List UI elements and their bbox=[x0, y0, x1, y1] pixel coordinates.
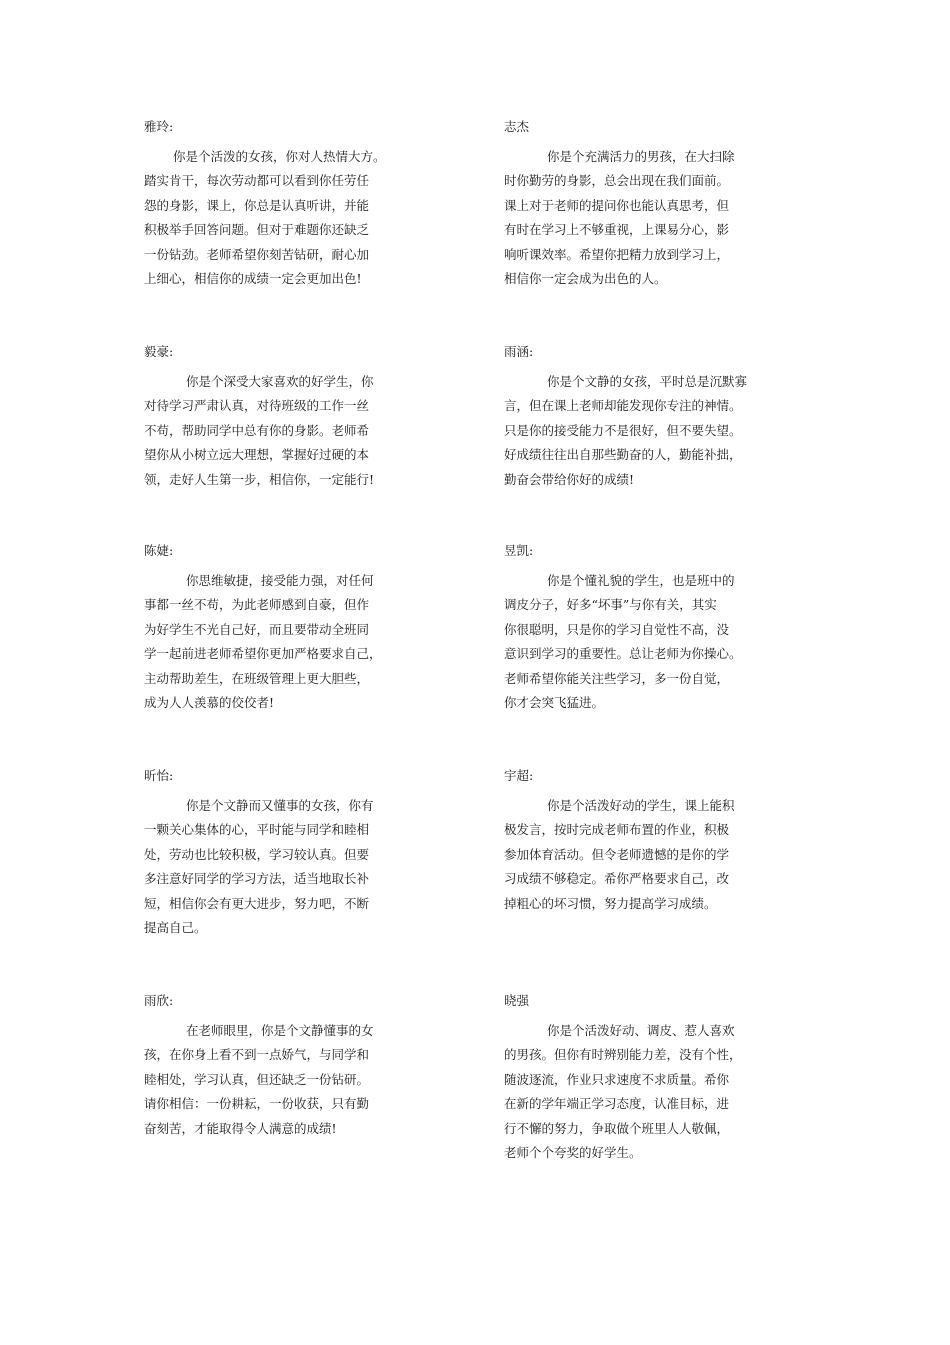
student-name: 昱凯: bbox=[504, 543, 534, 558]
comment-line: 你很聪明，只是你的学习自觉性不高，没 bbox=[504, 621, 730, 637]
comment-line: 成为人人羡慕的佼佼者! bbox=[144, 695, 275, 711]
comment-line: 你是个活泼的女孩，你对人热情大方。 bbox=[173, 149, 386, 164]
comment-line: 一份钻劲。老师希望你刻苦钻研，耐心加 bbox=[144, 246, 370, 262]
comment-line: 时你勤劳的身影，总会出现在我们面前。 bbox=[504, 173, 730, 189]
comment-line: 响听课效率。希望你把精力放到学习上， bbox=[504, 246, 730, 262]
comment-entry-xiaoqiang bbox=[504, 993, 742, 1165]
comment-line: 学一起前进老师希望你更加严格要求自己， bbox=[144, 646, 382, 662]
comment-line: 主动帮助差生，在班级管理上更大胆些， bbox=[144, 670, 370, 686]
comment-entry-zhijie bbox=[504, 119, 735, 291]
comment-line: 孩，在你身上看不到一点娇气，与同学和 bbox=[144, 1047, 370, 1063]
comment-entry-yuhan bbox=[504, 344, 747, 492]
comment-line: 领，走好人生第一步，相信你，一定能行! bbox=[144, 471, 375, 487]
comment-line: 只是你的接受能力不是很好，但不要失望。 bbox=[504, 422, 742, 438]
comment-line: 处，劳动也比较积极，学习较认真。但要 bbox=[144, 846, 370, 862]
comment-line: 你是个充满活力的男孩，在大扫除 bbox=[547, 149, 735, 164]
comment-line: 课上对于老师的提问你也能认真思考，但 bbox=[504, 197, 730, 213]
comment-line: 你才会突飞猛进。 bbox=[504, 695, 605, 711]
comment-line: 事都一丝不苟，为此老师感到自豪，但作 bbox=[144, 597, 370, 613]
comment-line: 行不懈的努力，争取做个班里人人敬佩， bbox=[504, 1120, 730, 1136]
comment-line: 你是个文静而又懂事的女孩，你有 bbox=[186, 798, 374, 813]
comment-entry-yukai bbox=[504, 543, 742, 715]
comment-line: 老师个个夸奖的好学生。 bbox=[504, 1145, 642, 1161]
comment-line: 勤奋会带给你好的成绩! bbox=[504, 471, 635, 487]
comment-entry-yaling bbox=[144, 119, 386, 291]
student-name: 宇超: bbox=[504, 768, 534, 783]
comment-line: 极发言，按时完成老师布置的作业，积极 bbox=[504, 822, 730, 838]
comment-line: 一颗关心集体的心，平时能与同学和睦相 bbox=[144, 822, 370, 838]
comment-line: 短，相信你会有更大进步，努力吧，不断 bbox=[144, 895, 370, 911]
comment-line: 你是个活泼好动、调皮、惹人喜欢 bbox=[547, 1023, 735, 1038]
comment-line: 对待学习严肃认真，对待班级的工作一丝 bbox=[144, 398, 370, 414]
comment-line: 习成绩不够稳定。希你严格要求自己，改 bbox=[504, 871, 730, 887]
comment-line: 你思维敏捷，接受能力强，对任何 bbox=[186, 573, 374, 588]
comment-line: 随波逐流，作业只求速度不求质量。希你 bbox=[504, 1071, 730, 1087]
comment-entry-yihao bbox=[144, 344, 374, 492]
comment-line: 请你相信：一份耕耘，一份收获，只有勤 bbox=[144, 1096, 370, 1112]
comment-line: 相信你一定会成为出色的人。 bbox=[504, 271, 667, 287]
comment-line: 多注意好同学的学习方法，适当地取长补 bbox=[144, 871, 370, 887]
student-name: 雨涵: bbox=[504, 344, 534, 359]
student-name: 昕怡: bbox=[144, 768, 174, 783]
comment-entry-yuxin bbox=[144, 993, 374, 1141]
comment-line: 怨的身影，课上，你总是认真听讲，并能 bbox=[144, 197, 370, 213]
comment-line: 的男孩。但你有时辨别能力差，没有个性， bbox=[504, 1047, 742, 1063]
comment-line: 睦相处，学习认真，但还缺乏一份钻研。 bbox=[144, 1071, 370, 1087]
comment-line: 掉粗心的坏习惯，努力提高学习成绩。 bbox=[504, 895, 717, 911]
student-name: 雅玲: bbox=[144, 119, 174, 134]
comment-line: 在老师眼里，你是个文静懂事的女 bbox=[186, 1023, 374, 1038]
comment-line: 提高自己。 bbox=[144, 920, 207, 936]
comment-line: 好成绩往往出自那些勤奋的人，勤能补拙， bbox=[504, 447, 742, 463]
comment-line: 有时在学习上不够重视，上课易分心，影 bbox=[504, 222, 730, 238]
comment-line: 奋刻苦，才能取得令人满意的成绩! bbox=[144, 1120, 337, 1136]
student-name: 陈婕: bbox=[144, 543, 174, 558]
student-name: 晓强 bbox=[504, 993, 530, 1008]
comment-line: 望你从小树立远大理想，掌握好过硬的本 bbox=[144, 447, 370, 463]
comment-line: 积极举手回答问题。但对于难题你还缺乏 bbox=[144, 222, 370, 238]
comment-line: 你是个文静的女孩，平时总是沉默寡 bbox=[547, 374, 748, 389]
comment-line: 参加体育活动。但令老师遗憾的是你的学 bbox=[504, 846, 730, 862]
comment-line: 言，但在课上老师却能发现你专注的神情。 bbox=[504, 398, 742, 414]
comment-line: 你是个懂礼貌的学生，也是班中的 bbox=[547, 573, 735, 588]
comment-line: 你是个活泼好动的学生，课上能积 bbox=[547, 798, 735, 813]
comment-entry-yuchao bbox=[504, 768, 735, 916]
comment-entry-chenjie bbox=[144, 543, 382, 715]
comment-line: 在新的学年端正学习态度，认准目标，进 bbox=[504, 1096, 730, 1112]
student-name: 雨欣: bbox=[144, 993, 174, 1008]
comment-entry-xinyi bbox=[144, 768, 374, 940]
comment-line: 老师希望你能关注些学习，多一份自觉， bbox=[504, 670, 730, 686]
comment-line: 调皮分子，好多“坏事”与你有关，其实 bbox=[504, 597, 717, 613]
comment-line: 踏实肯干，每次劳动都可以看到你任劳任 bbox=[144, 173, 370, 189]
student-name: 毅豪: bbox=[144, 344, 174, 359]
comment-line: 上细心，相信你的成绩一定会更加出色! bbox=[144, 271, 362, 287]
comment-line: 意识到学习的重要性。总让老师为你操心。 bbox=[504, 646, 742, 662]
comment-line: 你是个深受大家喜欢的好学生，你 bbox=[186, 374, 374, 389]
student-name: 志杰 bbox=[504, 119, 530, 134]
comment-line: 不苟，帮助同学中总有你的身影。老师希 bbox=[144, 422, 370, 438]
comment-line: 为好学生不光自己好，而且要带动全班同 bbox=[144, 621, 370, 637]
